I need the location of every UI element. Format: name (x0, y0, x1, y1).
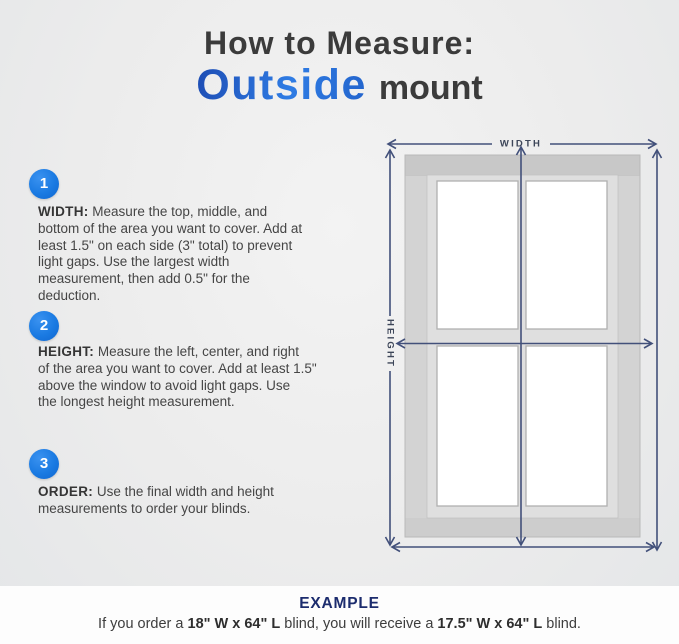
example-text-1: If you order a (98, 616, 188, 632)
step-3-label: ORDER: (38, 484, 94, 499)
step-2-line-0: Measure the left, center, and right (94, 344, 299, 359)
step-3-badge: 3 (29, 449, 59, 479)
window-bottom-band (406, 518, 640, 537)
window-top-band (406, 156, 640, 176)
step-1-badge: 1 (29, 169, 59, 199)
example-sentence (0, 616, 679, 632)
page-title (0, 27, 679, 108)
step-2-label: HEIGHT: (38, 344, 95, 359)
step-1-line-5: deduction. (38, 287, 101, 303)
step-2-instructions (38, 344, 317, 411)
window-pane-upper-left (437, 181, 518, 329)
step-2-line-1: of the area you want to cover. Add at least 1.5" (38, 360, 317, 376)
right-measurement-arrow (653, 150, 662, 550)
step-2-line-2: above the window to avoid light gaps. Use (38, 377, 291, 393)
height-label: HEIGHT (384, 318, 396, 369)
height-measurement-arrow (385, 150, 396, 545)
step-1-line-1: bottom of the area you want to cover. Add at (38, 220, 303, 236)
window-measurement-diagram (375, 125, 675, 565)
width-label: WIDTH (499, 138, 543, 150)
bottom-measurement-arrow (392, 543, 654, 552)
example-text-3: blind. (542, 616, 581, 632)
title-line1: How to Measure: (203, 25, 476, 61)
step-2-badge: 2 (29, 311, 59, 341)
example-section (0, 586, 679, 644)
step-2-line-3: the longest height measurement. (38, 394, 235, 410)
step-3-line-1: measurements to order your blinds. (38, 500, 251, 516)
step-1-label: WIDTH: (38, 204, 89, 219)
step-1-line-2: least 1.5" on each side (3" total) to prevent (38, 237, 293, 253)
step-1-line-4: measurement, then add 0.5" for the (38, 271, 250, 287)
step-3-line-0: Use the final width and height (93, 484, 274, 499)
window-pane-lower-right (526, 346, 607, 506)
step-1-instructions (38, 204, 302, 305)
example-ordered-size: 18" W x 64" L (187, 616, 281, 632)
step-1-line-0: Measure the top, middle, and (88, 204, 268, 219)
title-line2 (0, 60, 679, 109)
step-3-instructions (38, 484, 274, 518)
example-heading: EXAMPLE (299, 595, 380, 612)
step-1-line-3: light gaps. Use the largest width (38, 254, 230, 270)
title-suffix: mount (378, 68, 483, 107)
window-pane-lower-left (437, 346, 518, 506)
title-mount-type: Outside (196, 60, 367, 109)
example-text-2: blind, you will receive a (280, 616, 438, 632)
window-pane-upper-right (526, 181, 607, 329)
example-received-size: 17.5" W x 64" L (437, 616, 543, 632)
